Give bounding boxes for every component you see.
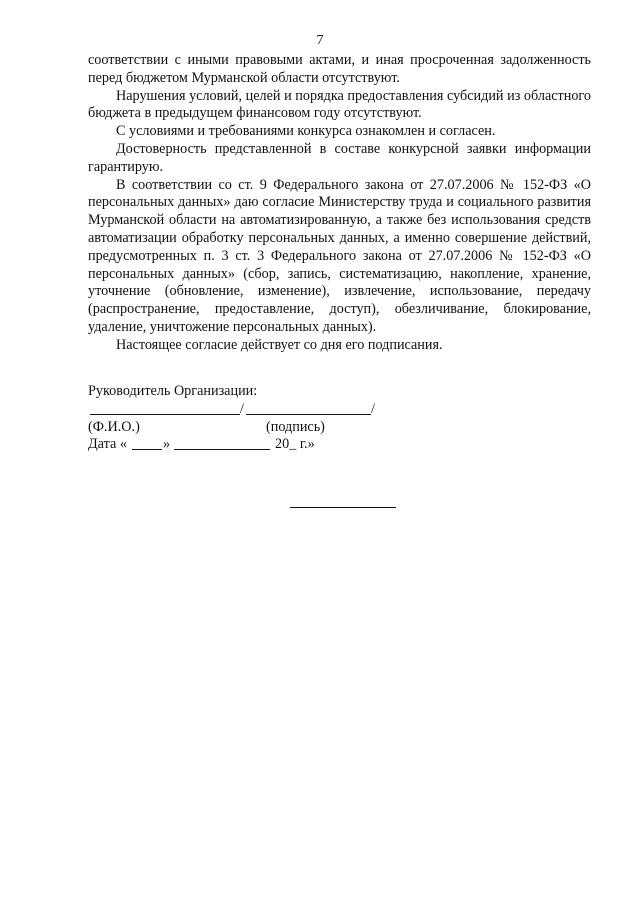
end-divider-line <box>290 507 396 508</box>
fio-caption: (Ф.И.О.) <box>88 418 140 435</box>
slash-separator: / <box>240 400 244 417</box>
paragraph-personal-data-consent: В соответствии со ст. 9 Федерального закона от 27.07.2006 № 152-ФЗ «О персональных данных» даю согласие Министерству труда и социального развития Мурманской области на автоматизированную, а также без использования средств автоматизации обработку персональных данных, а именно совершение действий, предусмотренных п. 3 ст. 3 Федерального закона от 27.07.2006 № 152-ФЗ «О персональных данных» (сбор, запись, систематизацию, накопление, хранение, уточнение (обновление, изменение), извлечение, использование, передачу (распространение, предоставление, доступ), обезличивание, блокирование, удаление, уничтожение персональных данных). <box>88 176 591 335</box>
signature-captions <box>88 419 388 437</box>
paragraph-reliability: Достоверность представленной в составе конкурсной заявки информации гарантирую. <box>88 140 591 175</box>
date-prefix: Дата « <box>88 436 127 453</box>
date-line <box>88 436 388 454</box>
signature-block <box>88 383 388 454</box>
paragraph-consent-validity: Настоящее согласие действует со дня его подписания. <box>116 336 443 353</box>
paragraph-subsidy-violations: Нарушения условий, целей и порядка предоставления субсидий из областного бюджета в предыдущем финансовом году отсутствуют. <box>88 87 591 122</box>
signature-lines <box>88 401 388 419</box>
document-body <box>88 52 591 355</box>
day-blank-line <box>132 449 162 450</box>
date-year: 20_ г.» <box>275 436 315 453</box>
slash-separator-end: / <box>371 400 375 417</box>
fio-blank-line <box>90 414 240 415</box>
signature-heading: Руководитель Организации: <box>88 383 258 399</box>
signature-blank-line <box>246 414 371 415</box>
month-blank-line <box>174 449 270 450</box>
date-quote-close: » <box>163 436 171 453</box>
paragraph-continuation: соответствии с иными правовыми актами, и иная просроченная задолженность перед бюджетом Мурманской области отсутствуют. <box>88 52 591 86</box>
podpis-caption: (подпись) <box>266 418 325 435</box>
page-number: 7 <box>316 33 324 48</box>
paragraph-contest-conditions: С условиями и требованиями конкурса ознакомлен и согласен. <box>116 123 496 140</box>
